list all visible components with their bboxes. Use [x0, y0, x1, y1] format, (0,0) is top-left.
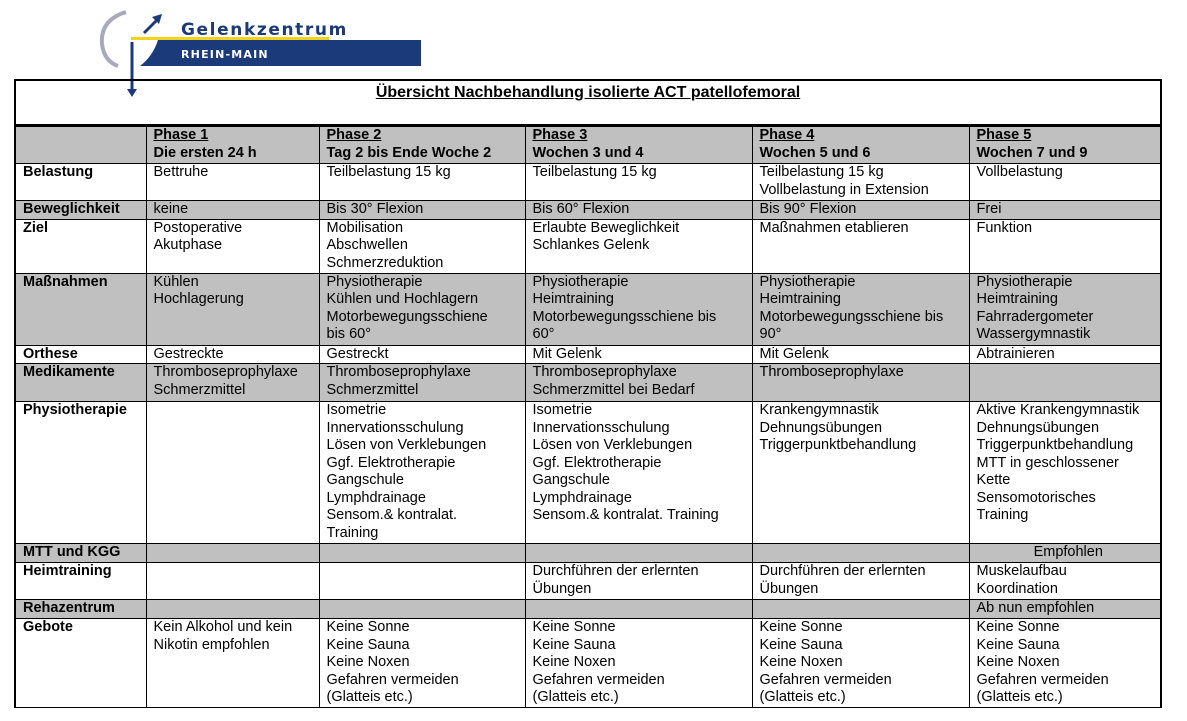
- cell-line: Dehnungsübungen: [976, 419, 1100, 436]
- cell-line: Schlankes Gelenk: [532, 237, 650, 253]
- logo-subtitle: RHEIN-MAIN: [181, 48, 269, 61]
- table-cell: [319, 364, 525, 402]
- table-cell: [752, 619, 969, 708]
- table-cell: [319, 345, 525, 364]
- phase-period: Wochen 5 und 6: [759, 144, 871, 161]
- cell-line: Lymphdrainage: [532, 489, 632, 506]
- cell-line: Schmerzmittel bei Bedarf: [532, 381, 695, 398]
- table-row: [15, 600, 1161, 619]
- table-cell: [146, 164, 319, 201]
- cell-line: Hochlagerung: [153, 291, 244, 307]
- table-cell: [752, 563, 969, 600]
- phase-period: Tag 2 bis Ende Woche 2: [326, 144, 492, 161]
- cell-line: (Glatteis etc.): [532, 689, 619, 705]
- cell-line: Keine Noxen: [976, 654, 1060, 670]
- table-cell: [525, 201, 752, 220]
- table-cell: [319, 273, 525, 345]
- table-row: [15, 544, 1161, 563]
- table-cell: [969, 544, 1161, 563]
- row-label: Gebote: [15, 619, 146, 708]
- cell-line: Keine Sauna: [532, 636, 616, 653]
- table-row: [15, 219, 1161, 273]
- table-cell: [525, 563, 752, 600]
- cell-line: Gangschule: [326, 472, 404, 488]
- table-cell: [146, 364, 319, 402]
- cell-line: Motorbewegungsschiene bis: [532, 308, 717, 325]
- table-cell: [752, 544, 969, 563]
- table-row: [15, 619, 1161, 708]
- table-cell: [525, 364, 752, 402]
- cell-line: Isometrie: [532, 402, 593, 418]
- table-cell: [525, 273, 752, 345]
- table-cell: [146, 600, 319, 619]
- table-cell: [752, 345, 969, 364]
- table-cell: [146, 201, 319, 220]
- cell-line: Abtrainieren: [976, 345, 1055, 362]
- table-cell: [319, 563, 525, 600]
- cell-line: Motorbewegungsschiene bis: [759, 308, 944, 325]
- cell-line: Innervationsschulung: [532, 419, 670, 436]
- table-cell: [319, 402, 525, 544]
- cell-line: Kein Alkohol und kein: [153, 619, 293, 635]
- cell-line: Physiotherapie: [976, 273, 1073, 290]
- table-cell: [752, 219, 969, 273]
- cell-line: Schmerzmittel: [326, 381, 419, 398]
- cell-line: Abschwellen: [326, 237, 408, 253]
- table-cell: [525, 219, 752, 273]
- cell-line: Keine Sonne: [759, 619, 843, 635]
- cell-line: Aktive Krankengymnastik: [976, 402, 1140, 418]
- cell-line: Vollbelastung in Extension: [759, 181, 929, 198]
- cell-line: Innervationsschulung: [326, 419, 464, 436]
- table-cell: [752, 364, 969, 402]
- cell-line: Durchführen der erlernten: [759, 563, 926, 579]
- cell-line: Fahrradergometer: [976, 308, 1094, 325]
- cell-line: Nikotin empfohlen: [153, 636, 270, 653]
- cell-line: Sensomotorisches: [976, 489, 1096, 506]
- cell-line: Durchführen der erlernten: [532, 563, 699, 579]
- cell-line: Physiotherapie: [759, 273, 856, 290]
- phase-period: Wochen 7 und 9: [976, 144, 1088, 161]
- table-cell: [146, 345, 319, 364]
- cell-line: Thromboseprophylaxe: [153, 364, 298, 380]
- table-cell: [969, 164, 1161, 201]
- cell-line: Heimtraining: [532, 291, 614, 307]
- table-row: [15, 164, 1161, 201]
- row-label: Maßnahmen: [15, 273, 146, 345]
- cell-line: Keine Sauna: [976, 636, 1060, 653]
- cell-line: Akutphase: [153, 237, 223, 253]
- cell-line: Bis 90° Flexion: [759, 201, 857, 217]
- cell-line: Gefahren vermeiden: [532, 671, 665, 688]
- cell-line: Koordination: [976, 580, 1058, 597]
- table-cell: [319, 600, 525, 619]
- row-label: Rehazentrum: [15, 600, 146, 619]
- cell-line: bis 60°: [326, 326, 371, 342]
- cell-line: Heimtraining: [759, 291, 841, 307]
- cell-line: Teilbelastung 15 kg: [759, 164, 884, 180]
- cell-line: Wassergymnastik: [976, 326, 1091, 342]
- cell-line: Gefahren vermeiden: [326, 671, 459, 688]
- document-title: Übersicht Nachbehandlung isolierte ACT patellofemoral: [375, 84, 801, 101]
- cell-line: Kette: [976, 472, 1011, 488]
- row-label: Beweglichkeit: [15, 201, 146, 220]
- cell-line: Schmerzreduktion: [326, 254, 444, 271]
- cell-line: Keine Sauna: [759, 636, 843, 653]
- cell-line: Übungen: [532, 580, 592, 597]
- cell-line: Thromboseprophylaxe: [759, 364, 904, 380]
- row-label: Heimtraining: [15, 563, 146, 600]
- table-cell: [525, 544, 752, 563]
- table-row: [15, 364, 1161, 402]
- table-cell: [146, 563, 319, 600]
- table-cell: [525, 164, 752, 201]
- cell-line: Sensom.& kontralat.: [326, 507, 458, 523]
- table-cell: [146, 273, 319, 345]
- cell-line: Gestreckt: [326, 345, 389, 362]
- table-cell: [969, 273, 1161, 345]
- cell-line: Übungen: [759, 580, 819, 597]
- header-corner-cell: [15, 126, 146, 164]
- table-cell: [525, 600, 752, 619]
- table-row: [15, 201, 1161, 220]
- cell-line: (Glatteis etc.): [759, 689, 846, 705]
- table-cell: [319, 201, 525, 220]
- cell-line: Gestreckte: [153, 345, 224, 362]
- cell-line: Bis 60° Flexion: [532, 201, 630, 217]
- cell-line: Physiotherapie: [532, 273, 629, 290]
- cell-line: 90°: [759, 326, 782, 342]
- cell-line: MTT in geschlossener: [976, 454, 1119, 471]
- cell-line: Vollbelastung: [976, 164, 1063, 180]
- table-cell: [319, 619, 525, 708]
- phase-name: Phase 2: [326, 127, 382, 143]
- phase-name: Phase 1: [153, 127, 209, 143]
- table-cell: [969, 619, 1161, 708]
- table-cell: [146, 544, 319, 563]
- table-cell: [525, 619, 752, 708]
- phase-name: Phase 4: [759, 127, 815, 143]
- table-cell: [969, 201, 1161, 220]
- table-cell: [969, 219, 1161, 273]
- table-row: [15, 563, 1161, 600]
- logo-arc: [102, 12, 126, 66]
- cell-line: 60°: [532, 326, 555, 342]
- treatment-overview-table: [14, 79, 1162, 708]
- table-cell: [319, 219, 525, 273]
- table-cell: [969, 364, 1161, 402]
- row-label: Physiotherapie: [15, 402, 146, 544]
- cell-line: Erlaubte Beweglichkeit: [532, 219, 680, 236]
- table-cell: [752, 402, 969, 544]
- cell-line: Lösen von Verklebungen: [532, 437, 693, 453]
- table-row: [15, 345, 1161, 364]
- table-cell: [969, 345, 1161, 364]
- row-label: Medikamente: [15, 364, 146, 402]
- cell-line: Training: [326, 524, 379, 541]
- row-label: Ziel: [15, 219, 146, 273]
- phase-header-2: [319, 126, 525, 164]
- cell-line: Postoperative: [153, 219, 243, 236]
- cell-line: Gangschule: [532, 472, 610, 488]
- cell-line: Ggf. Elektrotherapie: [326, 454, 456, 471]
- table-cell: [146, 219, 319, 273]
- cell-line: Maßnahmen etablieren: [759, 219, 909, 236]
- cell-line: Motorbewegungsschiene: [326, 308, 488, 325]
- table-cell: [525, 402, 752, 544]
- phase-name: Phase 5: [976, 127, 1032, 143]
- cell-line: Keine Noxen: [532, 654, 616, 670]
- cell-line: Krankengymnastik: [759, 402, 879, 418]
- cell-line: Keine Noxen: [326, 654, 410, 670]
- cell-line: Teilbelastung 15 kg: [326, 164, 451, 180]
- cell-line: Gefahren vermeiden: [759, 671, 892, 688]
- cell-line: Ggf. Elektrotherapie: [532, 454, 662, 471]
- table-cell: [969, 600, 1161, 619]
- table-cell: [752, 273, 969, 345]
- cell-line: Keine Sonne: [976, 619, 1060, 635]
- table-cell: [319, 164, 525, 201]
- cell-line: Frei: [976, 201, 1002, 217]
- cell-line: Triggerpunktbehandlung: [759, 437, 917, 453]
- cell-line: Training: [976, 507, 1029, 523]
- row-label: MTT und KGG: [15, 544, 146, 563]
- table-cell: [525, 345, 752, 364]
- cell-line: Ab nun empfohlen: [976, 600, 1095, 616]
- cell-line: Mobilisation: [326, 219, 404, 236]
- cell-line: Keine Sonne: [326, 619, 410, 635]
- cell-line: Physiotherapie: [326, 273, 423, 290]
- cell-line: Dehnungsübungen: [759, 419, 883, 436]
- cell-line: Mit Gelenk: [759, 345, 829, 362]
- phase-period: Wochen 3 und 4: [532, 144, 644, 161]
- cell-line: Thromboseprophylaxe: [532, 364, 677, 380]
- cell-line: Lösen von Verklebungen: [326, 437, 487, 453]
- cell-line: Thromboseprophylaxe: [326, 364, 471, 380]
- cell-line: Teilbelastung 15 kg: [532, 164, 657, 180]
- cell-line: keine: [153, 201, 189, 217]
- cell-line: Sensom.& kontralat. Training: [532, 507, 719, 523]
- phase-header-3: [525, 126, 752, 164]
- table-row: [15, 402, 1161, 544]
- logo-diagonal-arrow-line: [144, 19, 158, 33]
- table-cell: [146, 402, 319, 544]
- table-cell: [969, 402, 1161, 544]
- cell-line: Gefahren vermeiden: [976, 671, 1109, 688]
- phase-header-row: [15, 126, 1161, 164]
- cell-line: Muskelaufbau: [976, 563, 1067, 579]
- table-cell: [319, 544, 525, 563]
- table-cell: [752, 201, 969, 220]
- title-row: [15, 80, 1161, 126]
- phase-period: Die ersten 24 h: [153, 144, 257, 161]
- cell-line: Bettruhe: [153, 164, 209, 180]
- row-label: Belastung: [15, 164, 146, 201]
- cell-line: Heimtraining: [976, 291, 1058, 307]
- phase-header-5: [969, 126, 1161, 164]
- cell-line: Bis 30° Flexion: [326, 201, 424, 217]
- cell-line: Schmerzmittel: [153, 381, 246, 398]
- logo-title: Gelenkzentrum: [181, 20, 348, 40]
- row-label: Orthese: [15, 345, 146, 364]
- cell-line: Triggerpunktbehandlung: [976, 437, 1134, 453]
- table-cell: [969, 563, 1161, 600]
- table-cell: [752, 600, 969, 619]
- cell-line: Kühlen: [153, 273, 199, 290]
- cell-line: Keine Sauna: [326, 636, 410, 653]
- phase-header-4: [752, 126, 969, 164]
- cell-line: Keine Sonne: [532, 619, 616, 635]
- table-cell: [146, 619, 319, 708]
- cell-line: Lymphdrainage: [326, 489, 426, 506]
- phase-header-1: [146, 126, 319, 164]
- phase-name: Phase 3: [532, 127, 588, 143]
- cell-line: (Glatteis etc.): [326, 689, 413, 705]
- table-cell: [752, 164, 969, 201]
- cell-line: Kühlen und Hochlagern: [326, 291, 479, 307]
- cell-line: Isometrie: [326, 402, 387, 418]
- cell-line: Empfohlen: [1033, 544, 1103, 560]
- cell-line: Funktion: [976, 219, 1033, 236]
- title-cell: [15, 80, 1161, 126]
- cell-line: (Glatteis etc.): [976, 689, 1063, 705]
- table-row: [15, 273, 1161, 345]
- cell-line: Keine Noxen: [759, 654, 843, 670]
- cell-line: Mit Gelenk: [532, 345, 602, 362]
